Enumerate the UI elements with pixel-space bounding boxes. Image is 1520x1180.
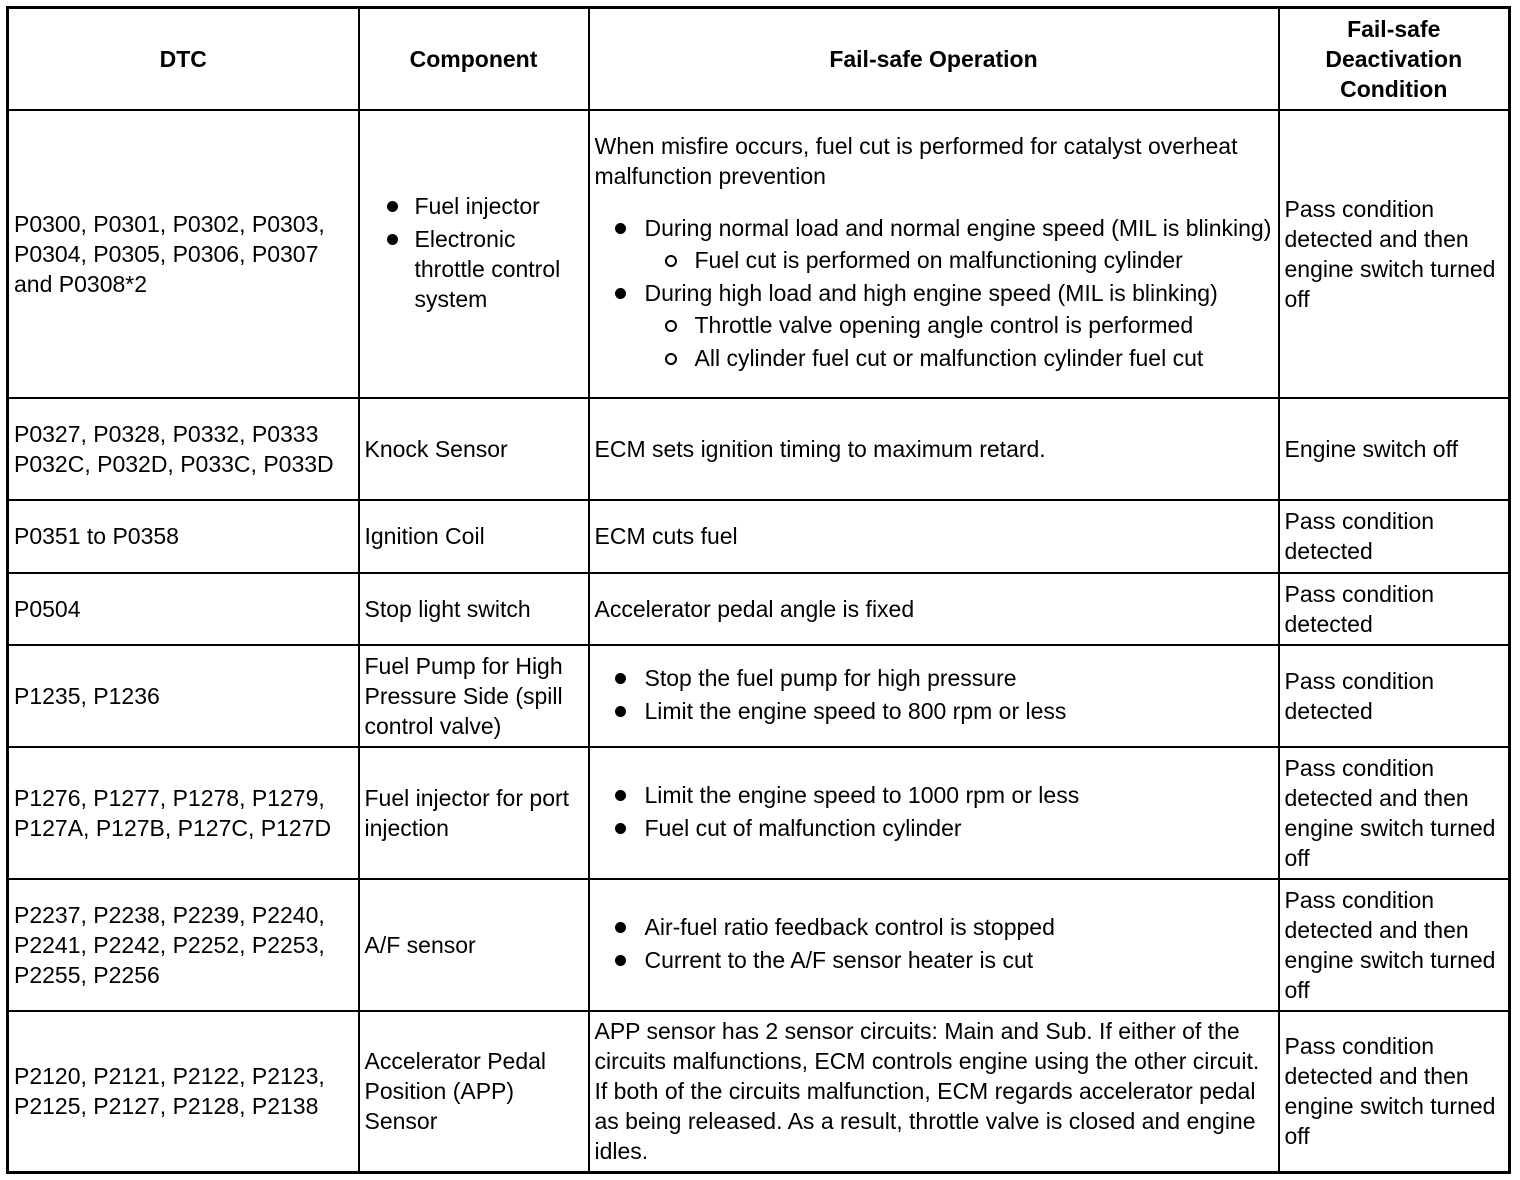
deactivation-cell: Pass condition detected: [1279, 645, 1510, 747]
header-deactivation: [1279, 8, 1510, 110]
operation-list: [595, 780, 1273, 843]
operation-cell: Accelerator pedal angle is fixed: [589, 573, 1279, 645]
list-item: Electronic throttle control system: [365, 224, 583, 314]
table-row: [8, 500, 1510, 573]
component-cell: Fuel injector for port injection: [359, 747, 589, 879]
sub-list-item: Throttle valve opening angle control is performed: [645, 310, 1273, 340]
list-item: Fuel cut of malfunction cylinder: [595, 813, 1273, 843]
deactivation-cell: Pass condition detected and then engine switch turned off: [1279, 879, 1510, 1011]
sub-list: [645, 245, 1273, 275]
list-item: Air-fuel ratio feedback control is stopped: [595, 912, 1273, 942]
dtc-cell: P2237, P2238, P2239, P2240, P2241, P2242, P2252, P2253, P2255, P2256: [8, 879, 359, 1011]
component-cell: A/F sensor: [359, 879, 589, 1011]
table-row: [8, 747, 1510, 879]
operation-cell: [589, 879, 1279, 1011]
list-item: Stop the fuel pump for high pressure: [595, 663, 1273, 693]
table-row: [8, 879, 1510, 1011]
operation-list: [595, 663, 1273, 726]
table-row: [8, 110, 1510, 398]
dtc-cell: P0504: [8, 573, 359, 645]
dtc-cell: P0300, P0301, P0302, P0303, P0304, P0305, P0306, P0307 and P0308*2: [8, 110, 359, 398]
table-row: [8, 398, 1510, 500]
component-cell: Knock Sensor: [359, 398, 589, 500]
dtc-cell: P2120, P2121, P2122, P2123, P2125, P2127, P2128, P2138: [8, 1011, 359, 1173]
table-row: [8, 645, 1510, 747]
deactivation-cell: Pass condition detected: [1279, 573, 1510, 645]
component-list: [365, 191, 583, 314]
component-cell: Ignition Coil: [359, 500, 589, 573]
deactivation-cell: Pass condition detected: [1279, 500, 1510, 573]
deactivation-cell: Pass condition detected and then engine switch turned off: [1279, 747, 1510, 879]
list-item: [595, 213, 1273, 275]
header-row: [8, 8, 1510, 110]
header-deactivation-line: Fail-safe: [1347, 15, 1441, 42]
operation-cell: [589, 747, 1279, 879]
operation-cell: ECM cuts fuel: [589, 500, 1279, 573]
operation-list: [595, 213, 1273, 373]
component-cell: Stop light switch: [359, 573, 589, 645]
dtc-cell: P0351 to P0358: [8, 500, 359, 573]
operation-intro: When misfire occurs, fuel cut is performed for catalyst overheat malfunction prevention: [594, 133, 1238, 189]
table-row: [8, 1011, 1510, 1173]
dtc-cell: P0327, P0328, P0332, P0333 P032C, P032D, P033C, P033D: [8, 398, 359, 500]
list-item: [595, 278, 1273, 373]
operation-cell: ECM sets ignition timing to maximum retard.: [589, 398, 1279, 500]
sub-list-item: Fuel cut is performed on malfunctioning cylinder: [645, 245, 1273, 275]
operation-cell: [589, 110, 1279, 398]
component-cell: Fuel Pump for High Pressure Side (spill control valve): [359, 645, 589, 747]
operation-cell: [589, 645, 1279, 747]
operation-list: [595, 912, 1273, 975]
list-item: Limit the engine speed to 800 rpm or less: [595, 696, 1273, 726]
list-item-text: During normal load and normal engine speed (MIL is blinking): [644, 215, 1272, 241]
sub-list-item: All cylinder fuel cut or malfunction cylinder fuel cut: [645, 343, 1273, 373]
list-item: Limit the engine speed to 1000 rpm or less: [595, 780, 1273, 810]
deactivation-cell: Pass condition detected and then engine switch turned off: [1279, 110, 1510, 398]
header-deactivation-line: Condition: [1340, 75, 1448, 102]
header-operation: Fail-safe Operation: [589, 8, 1279, 110]
sub-list: [645, 310, 1273, 373]
fail-safe-table: [6, 6, 1511, 1174]
component-cell: Accelerator Pedal Position (APP) Sensor: [359, 1011, 589, 1173]
header-dtc: DTC: [8, 8, 359, 110]
list-item: Fuel injector: [365, 191, 583, 221]
dtc-cell: P1276, P1277, P1278, P1279, P127A, P127B, P127C, P127D: [8, 747, 359, 879]
table-row: [8, 573, 1510, 645]
header-deactivation-line: Deactivation: [1325, 45, 1463, 72]
deactivation-cell: Engine switch off: [1279, 398, 1510, 500]
operation-cell: APP sensor has 2 sensor circuits: Main and Sub. If either of the circuits malfunctions, ECM controls engine using the other circuit. If both of the circuits malfunction, ECM regards accelerator pedal as being released. As a result, throttle valve is closed and engine idles.: [589, 1011, 1279, 1173]
list-item-text: During high load and high engine speed (MIL is blinking): [644, 280, 1218, 306]
dtc-cell: P1235, P1236: [8, 645, 359, 747]
deactivation-cell: Pass condition detected and then engine switch turned off: [1279, 1011, 1510, 1173]
header-component: Component: [359, 8, 589, 110]
component-cell: [359, 110, 589, 398]
list-item: Current to the A/F sensor heater is cut: [595, 945, 1273, 975]
